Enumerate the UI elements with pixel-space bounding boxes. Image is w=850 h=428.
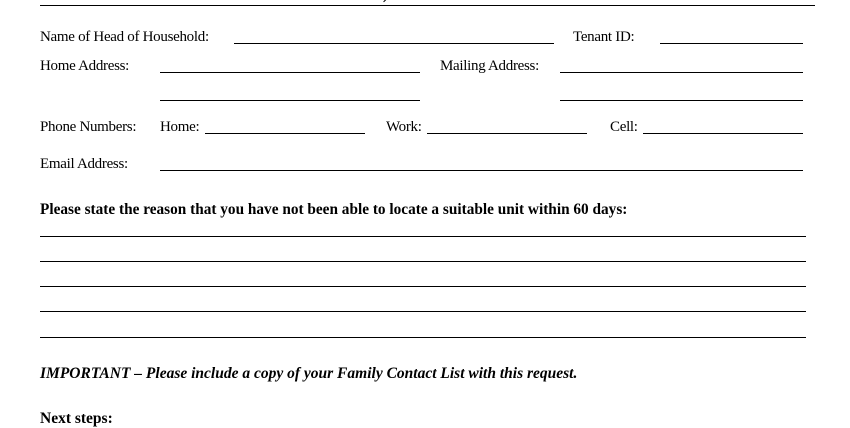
reason-line-1[interactable] [40,236,806,237]
phone-numbers-label: Phone Numbers: [40,119,137,135]
tenant-id-field[interactable] [660,43,803,44]
mailing-address-label: Mailing Address: [440,58,539,74]
reason-line-3[interactable] [40,286,806,287]
top-divider [40,5,815,6]
cell-phone-label: Cell: [610,119,638,135]
reason-line-5[interactable] [40,337,806,338]
important-notice: IMPORTANT – Please include a copy of your Family Contact List with this request. [40,365,578,382]
work-phone-field[interactable] [427,133,587,134]
reason-line-2[interactable] [40,261,806,262]
head-of-household-label: Name of Head of Household: [40,29,209,45]
mailing-address-field-1[interactable] [560,72,803,73]
top-tick [383,0,387,2]
home-address-field-2[interactable] [160,100,420,101]
tenant-id-label: Tenant ID: [573,29,635,45]
home-phone-label: Home: [160,119,200,135]
email-label: Email Address: [40,156,128,172]
home-phone-field[interactable] [205,133,365,134]
reason-line-4[interactable] [40,311,806,312]
email-field[interactable] [160,170,803,171]
work-phone-label: Work: [386,119,422,135]
home-address-field-1[interactable] [160,72,420,73]
next-steps-heading: Next steps: [40,410,113,427]
head-of-household-field[interactable] [234,43,554,44]
home-address-label: Home Address: [40,58,130,74]
reason-prompt: Please state the reason that you have not been able to locate a suitable unit within 60 days: [40,201,628,218]
mailing-address-field-2[interactable] [560,100,803,101]
cell-phone-field[interactable] [643,133,803,134]
